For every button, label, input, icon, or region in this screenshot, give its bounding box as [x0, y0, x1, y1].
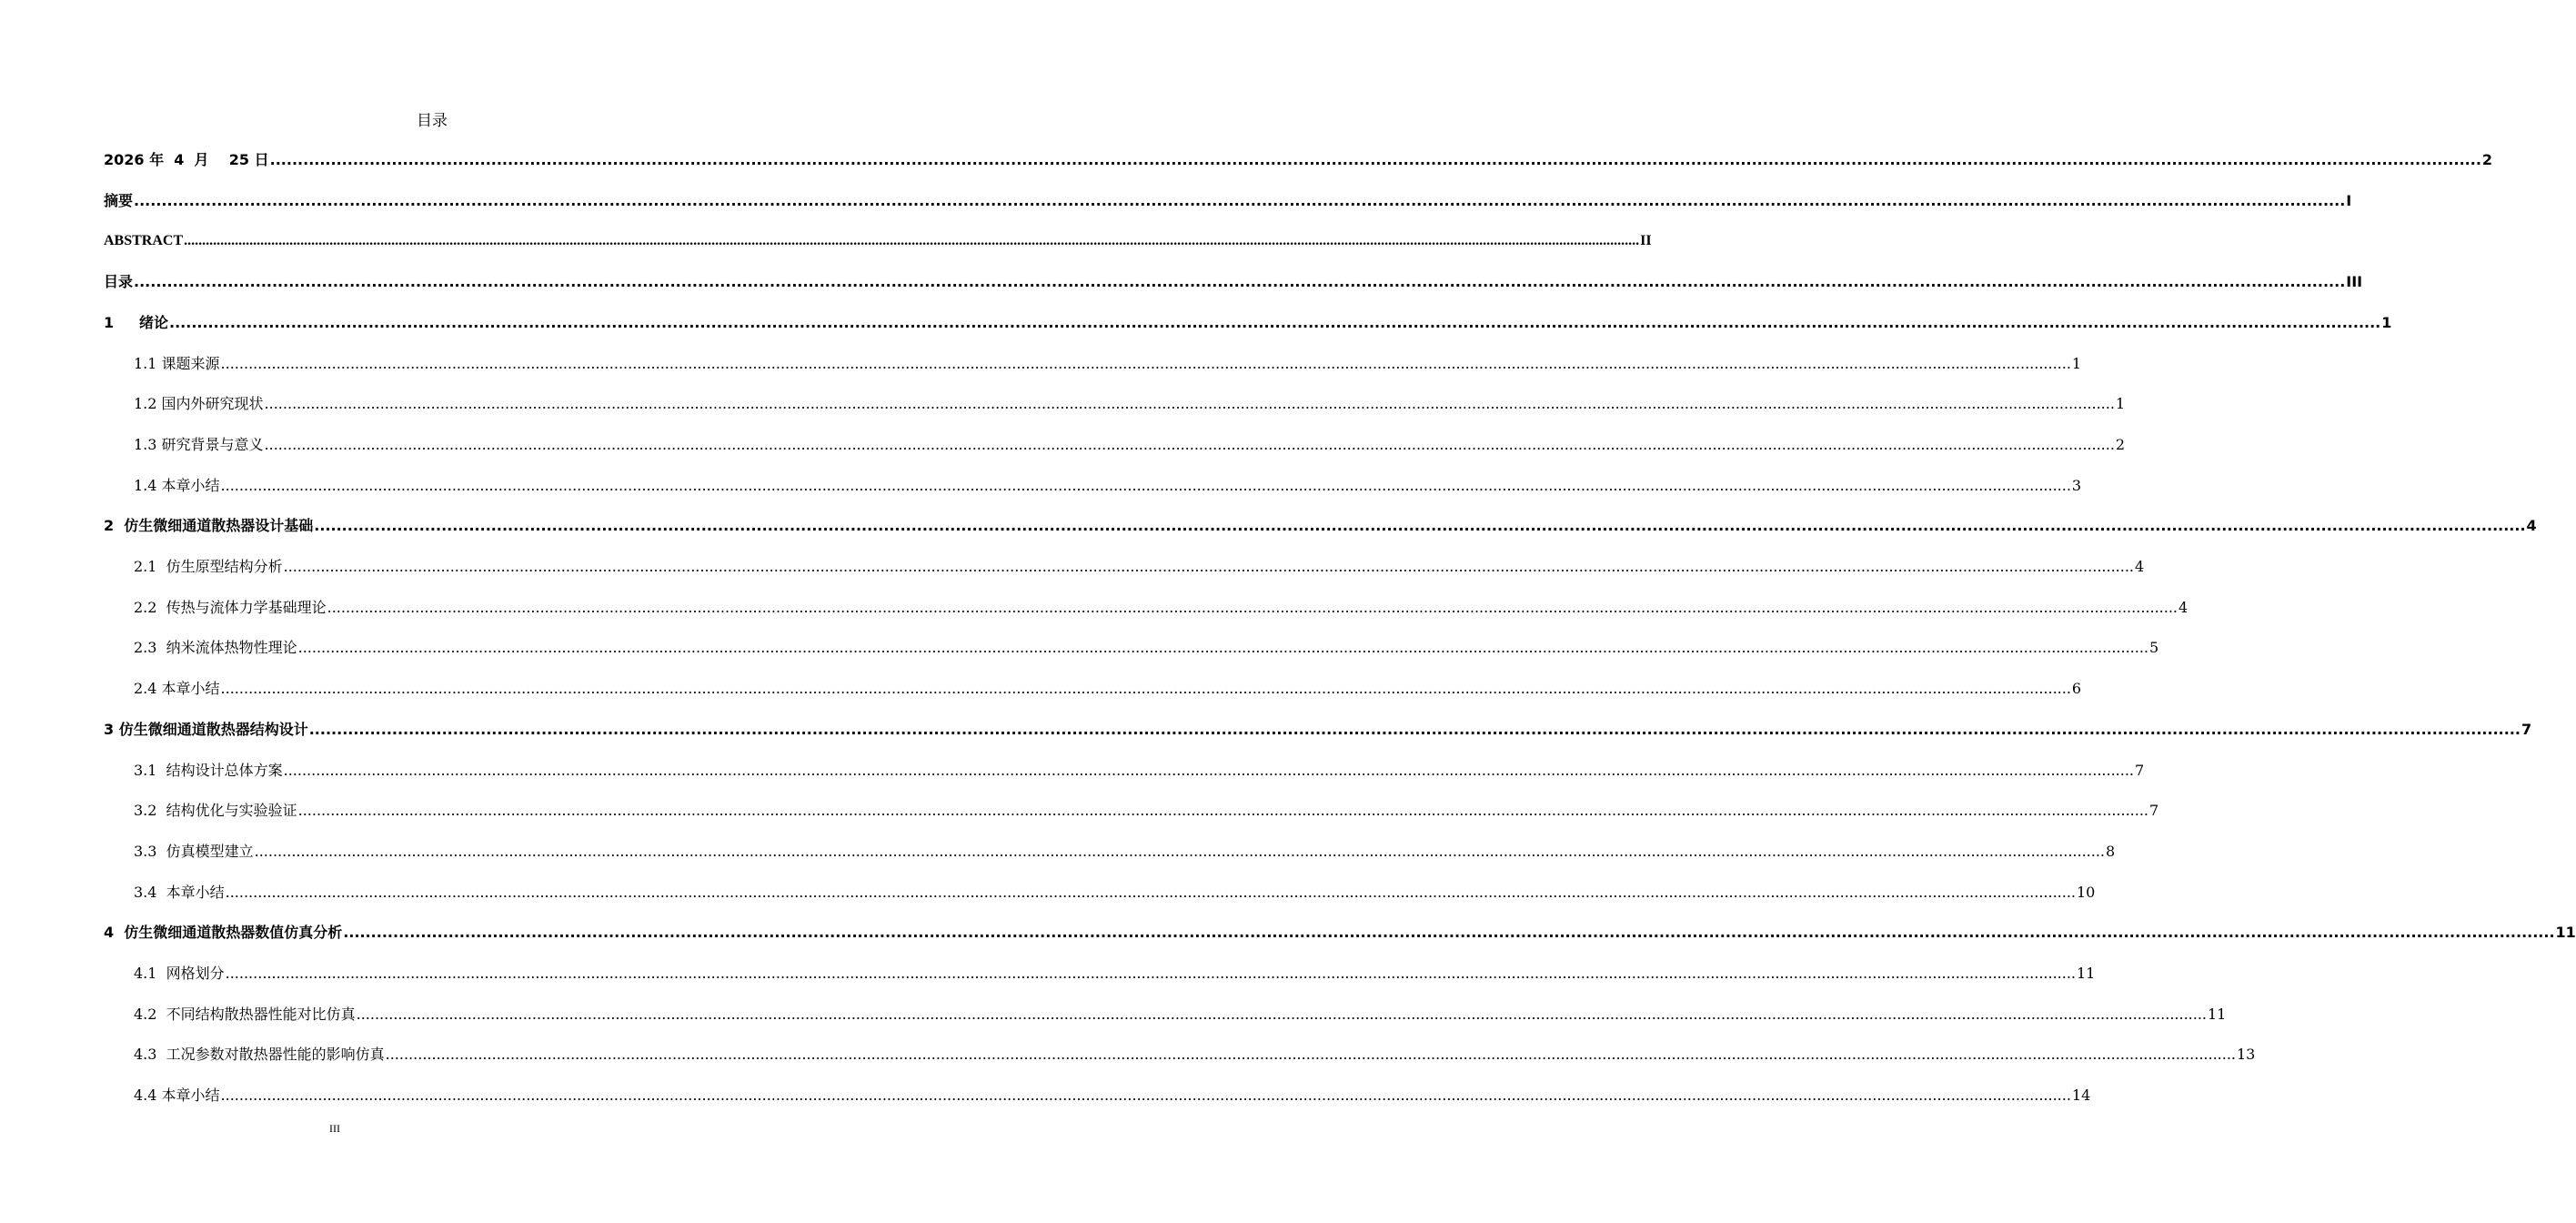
toc-entry-page: 1 — [2381, 314, 2392, 331]
toc-entry-label: 2.2 传热与流体力学基础理论 — [134, 599, 327, 616]
toc-entry-page: 11 — [2208, 1006, 2227, 1023]
toc-entry[interactable] — [104, 516, 2537, 536]
toc-entry[interactable] — [104, 231, 1652, 251]
page-title: 目录 — [417, 112, 448, 130]
toc-entry-page: 8 — [2106, 843, 2116, 860]
toc-entry[interactable] — [134, 557, 2145, 577]
toc-entry[interactable] — [134, 435, 2126, 455]
toc-entry-label: ABSTRACT — [104, 233, 184, 248]
toc-entry-label: 摘要 — [104, 192, 134, 209]
toc-dot-leader: ................................................................................................................................................................................................................................................................................................................................................................................................................ — [308, 721, 2521, 738]
toc-entry-label: 3.1 结构设计总体方案 — [134, 762, 283, 779]
toc-entry-page: 4 — [2179, 599, 2189, 616]
toc-entry-page: 1 — [2071, 355, 2082, 372]
toc-dot-leader: ................................................................................................................................................................................................................................................................................................................................................................................................................ — [184, 233, 1640, 248]
toc-entry[interactable] — [134, 1045, 2256, 1065]
toc-entry[interactable] — [134, 1086, 2091, 1106]
toc-entry[interactable] — [104, 923, 2576, 943]
toc-entry-page: 7 — [2135, 762, 2145, 779]
toc-entry-label: 1.2 国内外研究现状 — [134, 395, 264, 412]
toc-entry-page: III — [2346, 273, 2363, 290]
toc-dot-leader: ................................................................................................................................................................................................................................................................................................................................................................................................................ — [264, 436, 2115, 453]
toc-entry[interactable] — [134, 801, 2159, 821]
toc-entry-page: I — [2346, 192, 2352, 209]
toc-entry[interactable] — [104, 191, 2352, 211]
toc-dot-leader: ................................................................................................................................................................................................................................................................................................................................................................................................................ — [297, 639, 2148, 656]
toc-entry-label: 2.3 纳米流体热物性理论 — [134, 639, 297, 656]
toc-dot-leader: ................................................................................................................................................................................................................................................................................................................................................................................................................ — [343, 924, 2555, 941]
toc-entry[interactable] — [134, 394, 2126, 414]
toc-entry-label: 2026 年 4 月 25 日 — [104, 151, 269, 168]
toc-entry-page: 4 — [2135, 558, 2145, 575]
toc-entry-label: 3.4 本章小结 — [134, 884, 225, 901]
toc-entry-label: 4.4 本章小结 — [134, 1087, 220, 1104]
toc-entry-page: 7 — [2521, 721, 2532, 738]
toc-entry[interactable] — [134, 761, 2145, 781]
toc-entry-label: 3.2 结构优化与实验验证 — [134, 802, 297, 819]
toc-entry[interactable] — [134, 476, 2082, 496]
toc-entry-page: 4 — [2526, 517, 2537, 534]
toc-entry[interactable] — [134, 1005, 2227, 1025]
toc-entry[interactable] — [134, 638, 2159, 658]
toc-entry[interactable] — [134, 883, 2096, 903]
toc-entry-label: 2 仿生微细通道散热器设计基础 — [104, 517, 314, 534]
toc-dot-leader: ................................................................................................................................................................................................................................................................................................................................................................................................................ — [314, 517, 2526, 534]
toc-entry-page: 13 — [2237, 1046, 2256, 1063]
toc-dot-leader: ................................................................................................................................................................................................................................................................................................................................................................................................................ — [134, 273, 2346, 290]
toc-entry[interactable] — [104, 313, 2392, 333]
toc-dot-leader: ................................................................................................................................................................................................................................................................................................................................................................................................................ — [220, 1087, 2071, 1104]
toc-entry-label: 1.1 课题来源 — [134, 355, 220, 372]
toc-dot-leader: ................................................................................................................................................................................................................................................................................................................................................................................................................ — [169, 314, 2381, 331]
toc-entry-page: 2 — [2115, 436, 2126, 453]
toc-entry-label: 1.3 研究背景与意义 — [134, 436, 264, 453]
toc-entry-label: 1.4 本章小结 — [134, 477, 220, 494]
toc-entry-page: 10 — [2077, 884, 2096, 901]
toc-dot-leader: ................................................................................................................................................................................................................................................................................................................................................................................................................ — [254, 843, 2105, 860]
toc-dot-leader: ................................................................................................................................................................................................................................................................................................................................................................................................................ — [327, 599, 2178, 616]
toc-dot-leader: ................................................................................................................................................................................................................................................................................................................................................................................................................ — [264, 395, 2115, 412]
toc-entry-label: 3.3 仿真模型建立 — [134, 843, 254, 860]
toc-entry-page: 11 — [2555, 924, 2576, 941]
toc-entry[interactable] — [104, 272, 2363, 292]
toc-entry-page: 3 — [2071, 477, 2082, 494]
toc-dot-leader: ................................................................................................................................................................................................................................................................................................................................................................................................................ — [385, 1046, 2236, 1063]
toc-entry[interactable] — [104, 150, 2493, 170]
toc-entry-label: 2.4 本章小结 — [134, 680, 220, 697]
toc-dot-leader: ................................................................................................................................................................................................................................................................................................................................................................................................................ — [269, 151, 2481, 168]
toc-entry-page: 5 — [2149, 639, 2159, 656]
toc-dot-leader: ................................................................................................................................................................................................................................................................................................................................................................................................................ — [297, 802, 2148, 819]
toc-entry-page: 6 — [2071, 680, 2082, 697]
toc-entry-page: 14 — [2071, 1087, 2091, 1104]
toc-entry-page: II — [1640, 233, 1652, 248]
toc-dot-leader: ................................................................................................................................................................................................................................................................................................................................................................................................................ — [225, 965, 2076, 982]
toc-dot-leader: ................................................................................................................................................................................................................................................................................................................................................................................................................ — [134, 192, 2346, 209]
toc-entry-page: 2 — [2481, 151, 2493, 168]
footer-page-number: III — [329, 1122, 340, 1135]
toc-entry[interactable] — [134, 354, 2082, 374]
toc-entry[interactable] — [134, 842, 2116, 862]
toc-entry-page: 11 — [2077, 965, 2096, 982]
toc-dot-leader: ................................................................................................................................................................................................................................................................................................................................................................................................................ — [220, 355, 2071, 372]
toc-entry-label: 3 仿生微细通道散热器结构设计 — [104, 721, 308, 738]
toc-entry-label: 4.3 工况参数对散热器性能的影响仿真 — [134, 1046, 385, 1063]
toc-entry-page: 1 — [2115, 395, 2126, 412]
toc-dot-leader: ................................................................................................................................................................................................................................................................................................................................................................................................................ — [220, 477, 2071, 494]
toc-entry-label: 2.1 仿生原型结构分析 — [134, 558, 283, 575]
toc-entry[interactable] — [134, 679, 2082, 699]
toc-entry-label: 4 仿生微细通道散热器数值仿真分析 — [104, 924, 343, 941]
toc-entry-page: 7 — [2149, 802, 2159, 819]
toc-entry-label: 4.2 不同结构散热器性能对比仿真 — [134, 1006, 356, 1023]
toc-entry-label: 1 绪论 — [104, 314, 168, 331]
toc-dot-leader: ................................................................................................................................................................................................................................................................................................................................................................................................................ — [356, 1006, 2207, 1023]
toc-dot-leader: ................................................................................................................................................................................................................................................................................................................................................................................................................ — [283, 762, 2134, 779]
toc-entry[interactable] — [104, 720, 2532, 740]
toc-entry[interactable] — [134, 598, 2189, 618]
toc-dot-leader: ................................................................................................................................................................................................................................................................................................................................................................................................................ — [283, 558, 2134, 575]
toc-entry-label: 4.1 网格划分 — [134, 965, 225, 982]
toc-entry-label: 目录 — [104, 273, 134, 290]
toc-dot-leader: ................................................................................................................................................................................................................................................................................................................................................................................................................ — [220, 680, 2071, 697]
toc-dot-leader: ................................................................................................................................................................................................................................................................................................................................................................................................................ — [225, 884, 2076, 901]
toc-entry[interactable] — [134, 964, 2096, 984]
